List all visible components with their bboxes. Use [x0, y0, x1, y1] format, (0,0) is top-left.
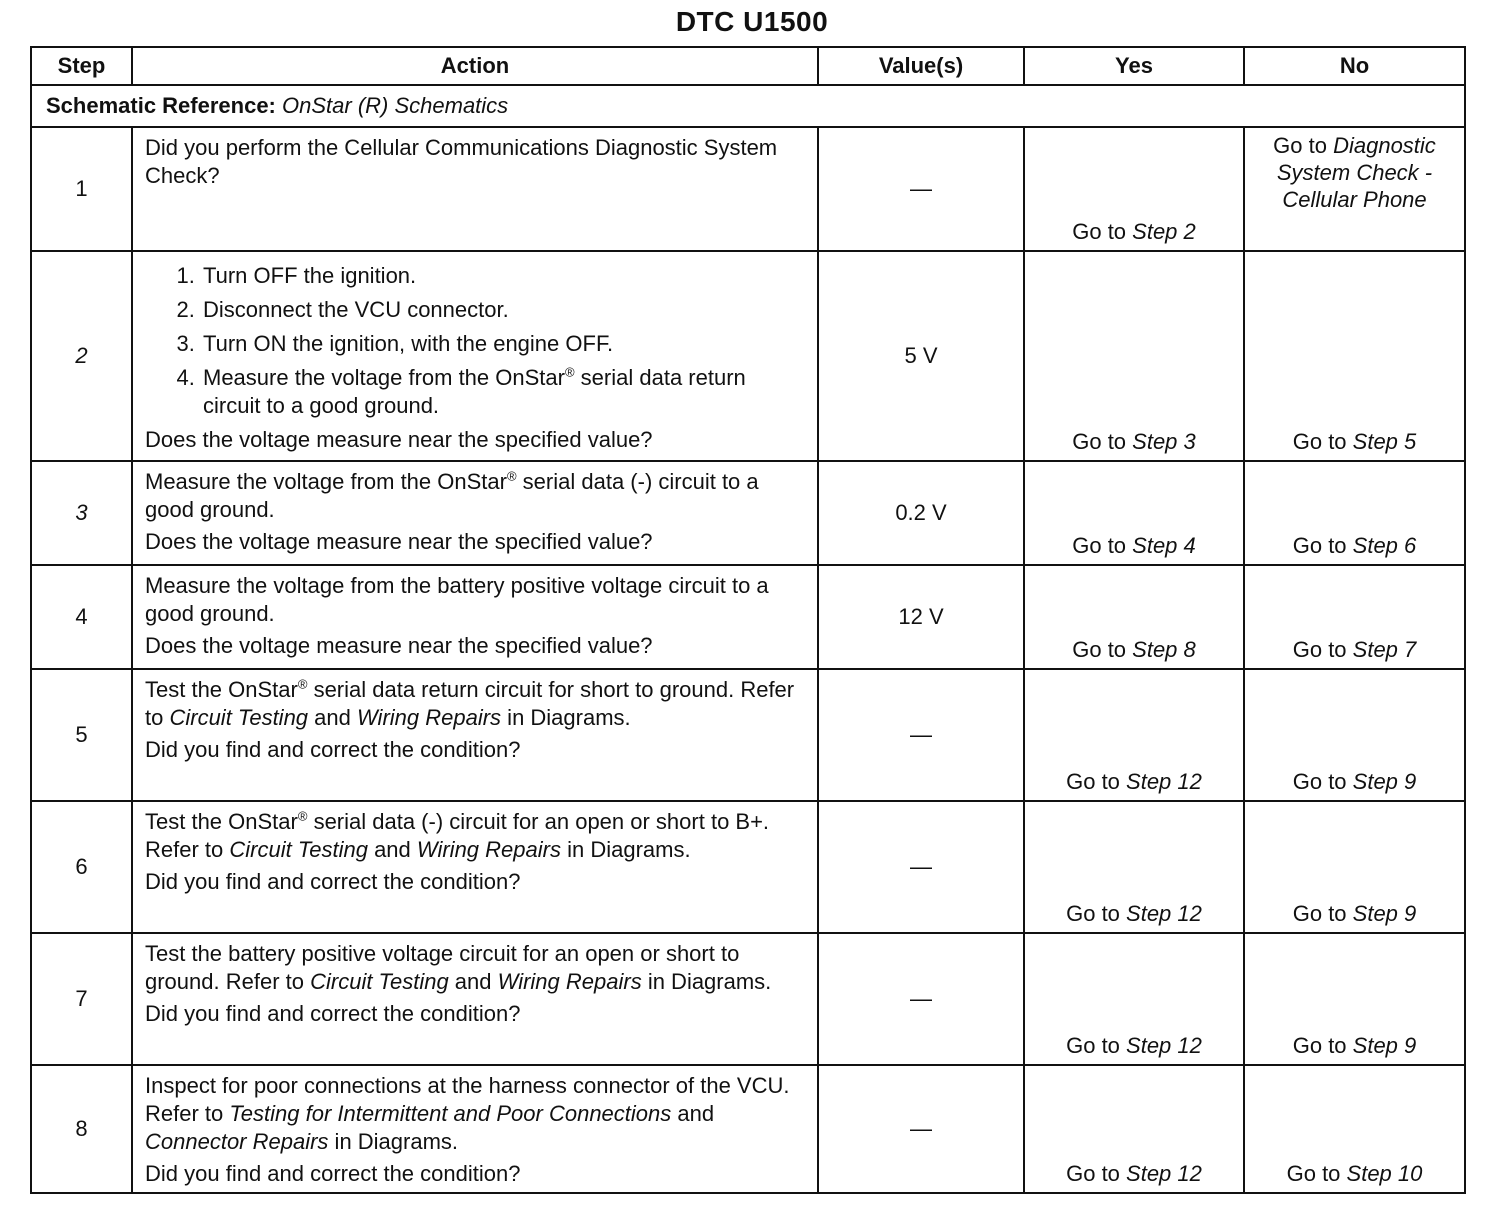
table-row: [31, 251, 1465, 461]
list-item: 1. Turn OFF the ignition.: [201, 262, 807, 290]
reference-link[interactable]: Circuit Testing: [229, 837, 368, 862]
yes-cell: [1024, 669, 1244, 801]
no-link[interactable]: [1245, 1160, 1464, 1188]
action-steps-list: [145, 262, 807, 420]
yes-link[interactable]: [1025, 1032, 1243, 1060]
yes-step: Step 8: [1132, 637, 1196, 662]
text-part: serial data return circuit for short to ground. Refer to: [145, 677, 795, 730]
list-item: 2. Disconnect the VCU connector.: [201, 296, 807, 324]
action-cell: [132, 801, 818, 933]
no-link[interactable]: [1245, 636, 1464, 664]
schematic-reference: [31, 85, 1465, 127]
action-question: Does the voltage measure near the specified value?: [145, 633, 653, 658]
text-part: Test the OnStar: [145, 677, 298, 702]
no-prefix: Go to: [1286, 1161, 1347, 1186]
step-number: 4: [31, 565, 132, 669]
action-cell: [132, 251, 818, 461]
step-number: 7: [31, 933, 132, 1065]
reference-link[interactable]: Wiring Repairs: [416, 837, 561, 862]
yes-step: Step 12: [1126, 769, 1202, 794]
no-step: Step 7: [1352, 637, 1417, 662]
list-item: [201, 364, 807, 420]
yes-cell: [1024, 801, 1244, 933]
table-row: [31, 801, 1465, 933]
page-title: DTC U1500: [675, 6, 829, 37]
reference-link[interactable]: Circuit Testing: [169, 705, 309, 730]
yes-step: Step 12: [1126, 1033, 1202, 1058]
value-cell: —: [818, 1065, 1024, 1193]
action-cell: [132, 1065, 818, 1193]
table-row: [31, 127, 1465, 251]
no-prefix: Go to: [1292, 901, 1353, 926]
step-number: 2: [31, 251, 132, 461]
yes-prefix: Go to: [1066, 769, 1127, 794]
yes-prefix: Go to: [1066, 901, 1127, 926]
header-no: No: [1244, 47, 1465, 85]
reference-link[interactable]: Wiring Repairs: [497, 969, 642, 994]
text-part: Measure the voltage from the OnStar: [145, 469, 507, 494]
yes-link[interactable]: [1025, 900, 1243, 928]
registered-mark: ®: [564, 364, 575, 380]
action-text: [145, 1072, 807, 1156]
header-step: Step: [31, 47, 132, 85]
no-prefix: Go to: [1273, 133, 1334, 158]
header-row: [31, 47, 1465, 85]
value-cell: —: [818, 801, 1024, 933]
registered-mark: ®: [506, 468, 517, 484]
no-step: Step 10: [1346, 1161, 1423, 1186]
yes-step: Step 12: [1126, 1161, 1202, 1186]
no-step: Step 5: [1352, 429, 1417, 454]
yes-cell: [1024, 1065, 1244, 1193]
action-text: Measure the voltage from the battery positive voltage circuit to a good ground.: [145, 573, 769, 626]
action-cell: [132, 127, 818, 251]
table-row: [31, 933, 1465, 1065]
header-action: Action: [132, 47, 818, 85]
no-cell: [1244, 669, 1465, 801]
text-part: Test the OnStar: [145, 809, 298, 834]
no-cell: [1244, 933, 1465, 1065]
yes-cell: [1024, 127, 1244, 251]
schematic-label: Schematic Reference:: [46, 93, 276, 118]
no-target: Diagnostic System Check - Cellular Phone: [1276, 133, 1436, 212]
yes-prefix: Go to: [1072, 533, 1133, 558]
no-step: Step 6: [1352, 533, 1417, 558]
action-cell: [132, 933, 818, 1065]
step-number: 8: [31, 1065, 132, 1193]
action-text: [145, 676, 807, 732]
yes-prefix: Go to: [1066, 1033, 1127, 1058]
action-question: Did you find and correct the condition?: [145, 737, 521, 762]
header-values: Value(s): [818, 47, 1024, 85]
yes-link[interactable]: [1025, 428, 1243, 456]
value-cell: —: [818, 127, 1024, 251]
yes-link[interactable]: [1025, 768, 1243, 796]
no-link[interactable]: [1245, 428, 1464, 456]
yes-cell: [1024, 933, 1244, 1065]
table-row: [31, 1065, 1465, 1193]
text-part: in Diagrams.: [328, 1129, 459, 1154]
reference-link[interactable]: Testing for Intermittent and Poor Connections: [229, 1101, 672, 1126]
action-text: [145, 468, 807, 524]
text-part: Inspect for poor connections at the harness connector of the VCU. Refer to: [145, 1073, 790, 1126]
text-part: and: [671, 1101, 715, 1126]
yes-step: Step 4: [1132, 533, 1196, 558]
yes-prefix: Go to: [1066, 1161, 1127, 1186]
step-number: 6: [31, 801, 132, 933]
action-text: [145, 940, 807, 996]
text-part: Test the battery positive voltage circuit for an open or short to ground. Refer to: [145, 941, 740, 994]
step-number: 3: [31, 461, 132, 565]
yes-link[interactable]: [1025, 218, 1243, 246]
text-part: serial data (-) circuit to a good ground.: [145, 469, 759, 522]
reference-link[interactable]: Connector Repairs: [145, 1129, 329, 1154]
no-link[interactable]: [1245, 532, 1464, 560]
registered-mark: ®: [297, 676, 308, 692]
value-cell: 5 V: [818, 251, 1024, 461]
table-row: [31, 669, 1465, 801]
yes-prefix: Go to: [1072, 637, 1133, 662]
no-cell: [1244, 251, 1465, 461]
text-part: in Diagrams.: [501, 705, 631, 730]
action-question: Does the voltage measure near the specified value?: [145, 529, 653, 554]
table-row: [31, 565, 1465, 669]
schematic-row: [31, 85, 1465, 127]
header-yes: Yes: [1024, 47, 1244, 85]
list-item: 3. Turn ON the ignition, with the engine OFF.: [201, 330, 807, 358]
action-question: Did you find and correct the condition?: [145, 1161, 521, 1186]
diagnostic-table: [30, 46, 1466, 1194]
text-part: and: [308, 705, 357, 730]
schematic-link[interactable]: OnStar (R) Schematics: [282, 93, 509, 118]
no-step: Step 9: [1352, 1033, 1417, 1058]
registered-mark: ®: [297, 808, 308, 824]
no-prefix: Go to: [1292, 1033, 1353, 1058]
yes-cell: [1024, 565, 1244, 669]
action-text: [145, 808, 807, 864]
no-prefix: Go to: [1292, 533, 1353, 558]
value-cell: —: [818, 669, 1024, 801]
action-text: Did you perform the Cellular Communications Diagnostic System Check?: [145, 135, 778, 188]
step-number: 5: [31, 669, 132, 801]
value-cell: 0.2 V: [818, 461, 1024, 565]
no-link[interactable]: [1245, 1032, 1464, 1060]
action-cell: [132, 461, 818, 565]
yes-link[interactable]: [1025, 532, 1243, 560]
no-cell: [1244, 127, 1465, 251]
text-part: in Diagrams.: [560, 837, 691, 862]
text-part: in Diagrams.: [641, 969, 772, 994]
text-part: serial data return circuit to a good ground.: [203, 365, 746, 418]
value-cell: 12 V: [818, 565, 1024, 669]
value-cell: —: [818, 933, 1024, 1065]
no-link[interactable]: [1245, 768, 1464, 796]
action-cell: [132, 565, 818, 669]
yes-prefix: Go to: [1072, 219, 1133, 244]
no-prefix: Go to: [1292, 637, 1353, 662]
yes-link[interactable]: [1025, 1160, 1243, 1188]
action-question: Did you find and correct the condition?: [145, 869, 521, 894]
text-part: serial data (-) circuit for an open or short to B+. Refer to: [145, 809, 770, 862]
action-question: Did you find and correct the condition?: [145, 1001, 521, 1026]
no-cell: [1244, 1065, 1465, 1193]
yes-step: Step 2: [1132, 219, 1196, 244]
text-part: and: [367, 837, 417, 862]
no-link[interactable]: [1245, 128, 1464, 213]
text-part: and: [448, 969, 498, 994]
yes-step: Step 3: [1132, 429, 1196, 454]
no-cell: [1244, 565, 1465, 669]
yes-step: Step 12: [1126, 901, 1202, 926]
text-part: Measure the voltage from the OnStar: [203, 365, 565, 390]
no-prefix: Go to: [1292, 429, 1353, 454]
no-cell: [1244, 461, 1465, 565]
yes-link[interactable]: [1025, 636, 1243, 664]
yes-prefix: Go to: [1072, 429, 1133, 454]
action-question: Does the voltage measure near the specified value?: [145, 427, 653, 452]
no-cell: [1244, 801, 1465, 933]
reference-link[interactable]: Circuit Testing: [310, 969, 449, 994]
no-prefix: Go to: [1292, 769, 1353, 794]
table-row: [31, 461, 1465, 565]
yes-cell: [1024, 251, 1244, 461]
no-step: Step 9: [1352, 769, 1417, 794]
yes-cell: [1024, 461, 1244, 565]
no-link[interactable]: [1245, 900, 1464, 928]
step-number: 1: [31, 127, 132, 251]
action-cell: [132, 669, 818, 801]
no-step: Step 9: [1352, 901, 1417, 926]
reference-link[interactable]: Wiring Repairs: [356, 705, 502, 730]
